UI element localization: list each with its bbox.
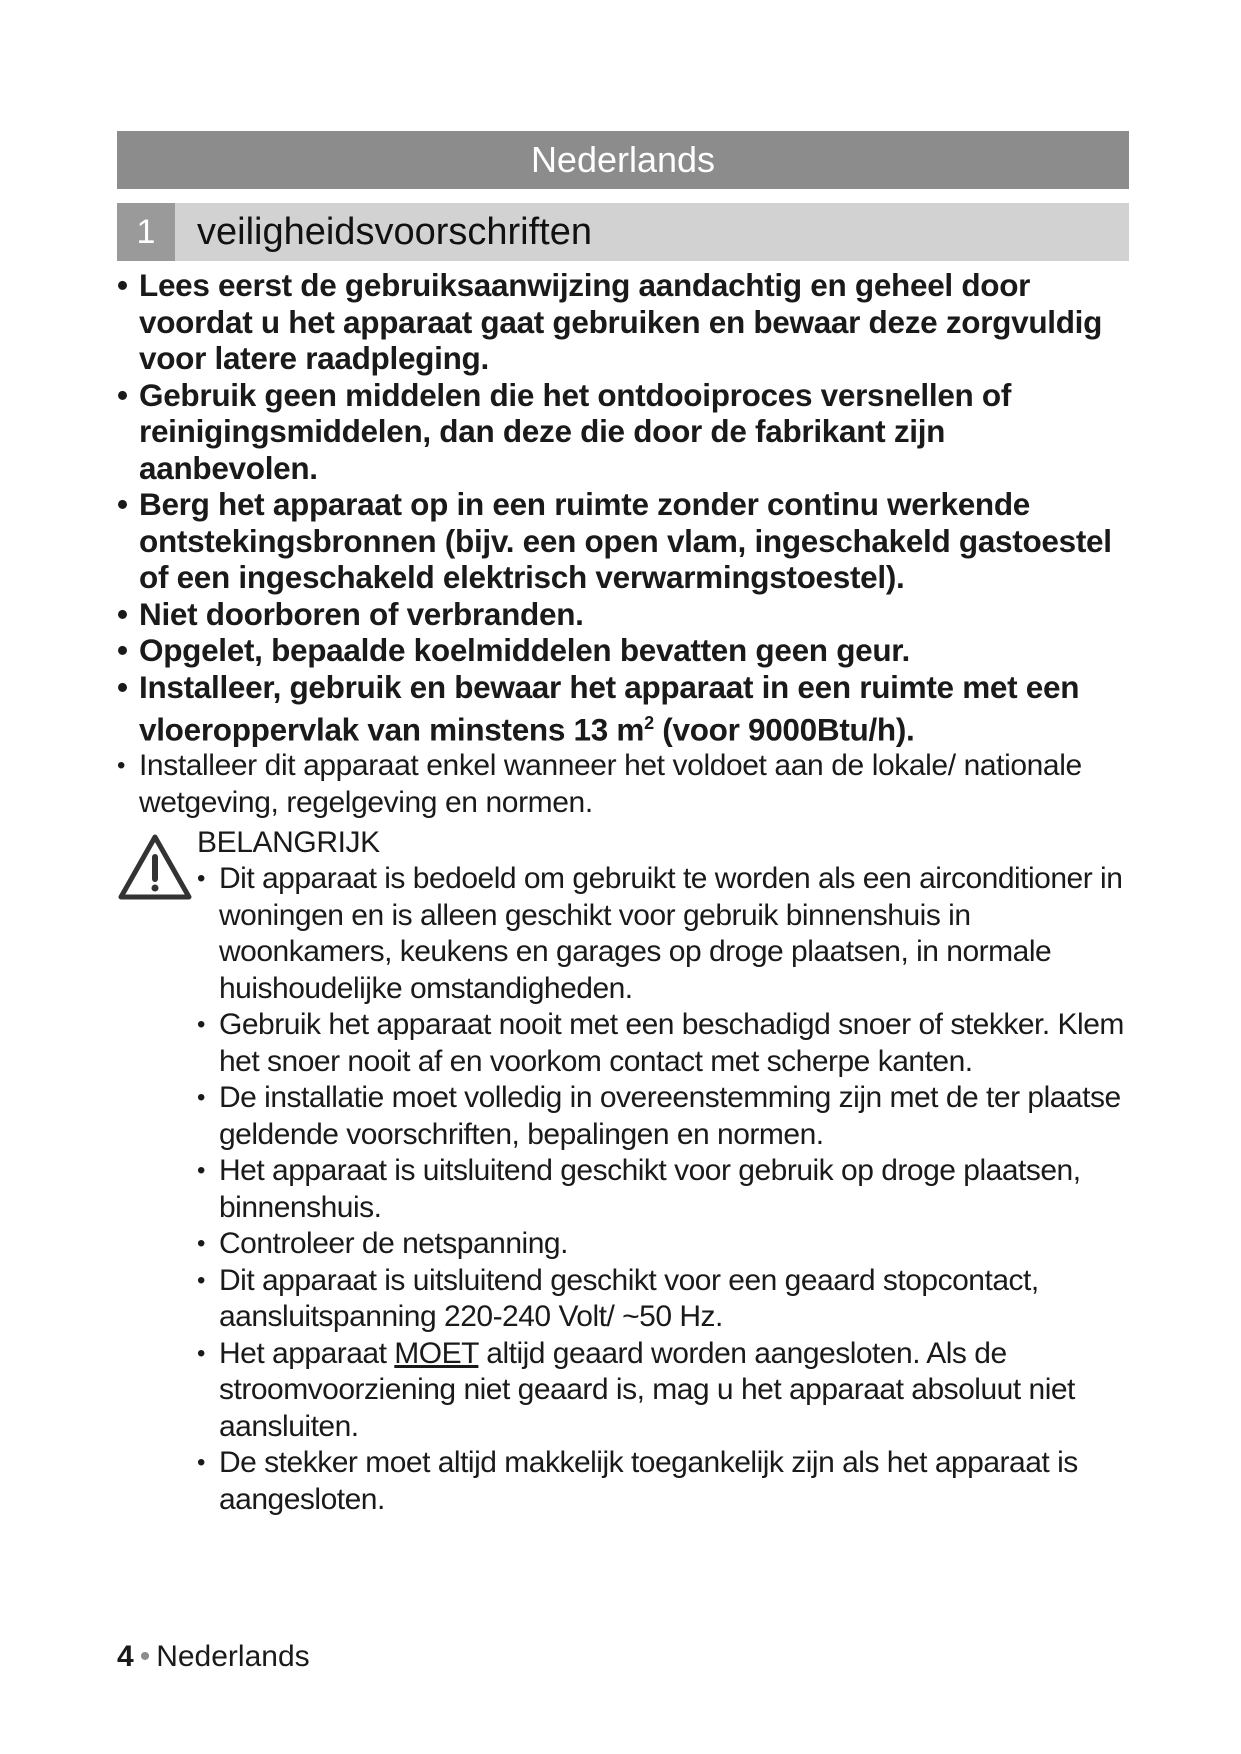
- emphasis-moet: MOET: [394, 1336, 479, 1370]
- area-superscript: 2: [644, 713, 654, 733]
- list-item: • Lees eerst de gebruiksaanwijzing aandachtig en geheel door voordat u het apparaat gaat gebruiken en bewaar deze zorgvuldig voor latere raadpleging.: [117, 267, 1129, 377]
- section-header: [117, 203, 1129, 261]
- section-title: veiligheidsvoorschriften: [197, 210, 592, 253]
- important-title: BELANGRIJK: [197, 826, 380, 859]
- footer-separator: •: [139, 1640, 151, 1673]
- list-item: • Berg het apparaat op in een ruimte zonder continu werkende ontstekingsbronnen (bijv. een open vlam, ingeschakeld gastoestel of een ingeschakeld elektrisch verwarmingstoestel).: [117, 486, 1129, 596]
- important-list: [197, 861, 1129, 1518]
- footer-label: Nederlands: [156, 1640, 310, 1673]
- area-text: Installeer, gebruik en bewaar het apparaat in een ruimte met een vloeroppervlak van minstens 13 m: [139, 668, 1080, 748]
- list-item: • Controleer de netspanning.: [197, 1226, 1129, 1263]
- list-item: • De installatie moet volledig in overeenstemming zijn met de ter plaatse geldende voorschriften, bepalingen en normen.: [197, 1080, 1129, 1153]
- manual-page: [117, 131, 1129, 1518]
- list-item: • Installeer dit apparaat enkel wanneer het voldoet aan de lokale/ nationale wetgeving, regelgeving en normen.: [117, 748, 1129, 821]
- area-text-end: (voor 9000Btu/h).: [653, 711, 915, 748]
- list-item: • Niet doorboren of verbranden.: [117, 596, 1129, 633]
- earthing-text-end: altijd geaard worden aangesloten. Als de stroomvoorziening niet geaard is, mag u het apparaat absoluut niet aansluiten.: [219, 1336, 1075, 1443]
- language-header: Nederlands: [117, 131, 1129, 189]
- earthing-text: Het apparaat: [219, 1336, 395, 1370]
- regular-safety-list: [117, 748, 1129, 821]
- important-block: [117, 825, 1129, 1518]
- list-item: • Dit apparaat is uitsluitend geschikt voor een geaard stopcontact, aansluitspanning 220-240 Volt/ ~50 Hz.: [197, 1263, 1129, 1336]
- list-item: • De stekker moet altijd makkelijk toegankelijk zijn als het apparaat is aangesloten.: [197, 1445, 1129, 1518]
- bold-safety-list: [117, 267, 1129, 748]
- list-item: • Gebruik het apparaat nooit met een beschadigd snoer of stekker. Klem het snoer nooit af en voorkom contact met scherpe kanten.: [197, 1007, 1129, 1080]
- page-number: 4: [117, 1640, 134, 1673]
- warning-triangle-icon: [117, 833, 193, 903]
- list-item-earthing: [197, 1336, 1129, 1446]
- list-item: • Dit apparaat is bedoeld om gebruikt te worden als een airconditioner in woningen en is alleen geschikt voor gebruik binnenshuis in woonkamers, keukens en garages op droge plaatsen, in normale huishoudelijke omstandigheden.: [197, 861, 1129, 1007]
- list-item-floor-area: [117, 669, 1129, 749]
- page-footer: [117, 1640, 310, 1674]
- list-item: • Opgelet, bepaalde koelmiddelen bevatten geen geur.: [117, 632, 1129, 669]
- list-item: • Het apparaat is uitsluitend geschikt voor gebruik op droge plaatsen, binnenshuis.: [197, 1153, 1129, 1226]
- section-number: 1: [117, 203, 175, 261]
- list-item: • Gebruik geen middelen die het ontdooiproces versnellen of reinigingsmiddelen, dan deze die door de fabrikant zijn aanbevolen.: [117, 377, 1129, 487]
